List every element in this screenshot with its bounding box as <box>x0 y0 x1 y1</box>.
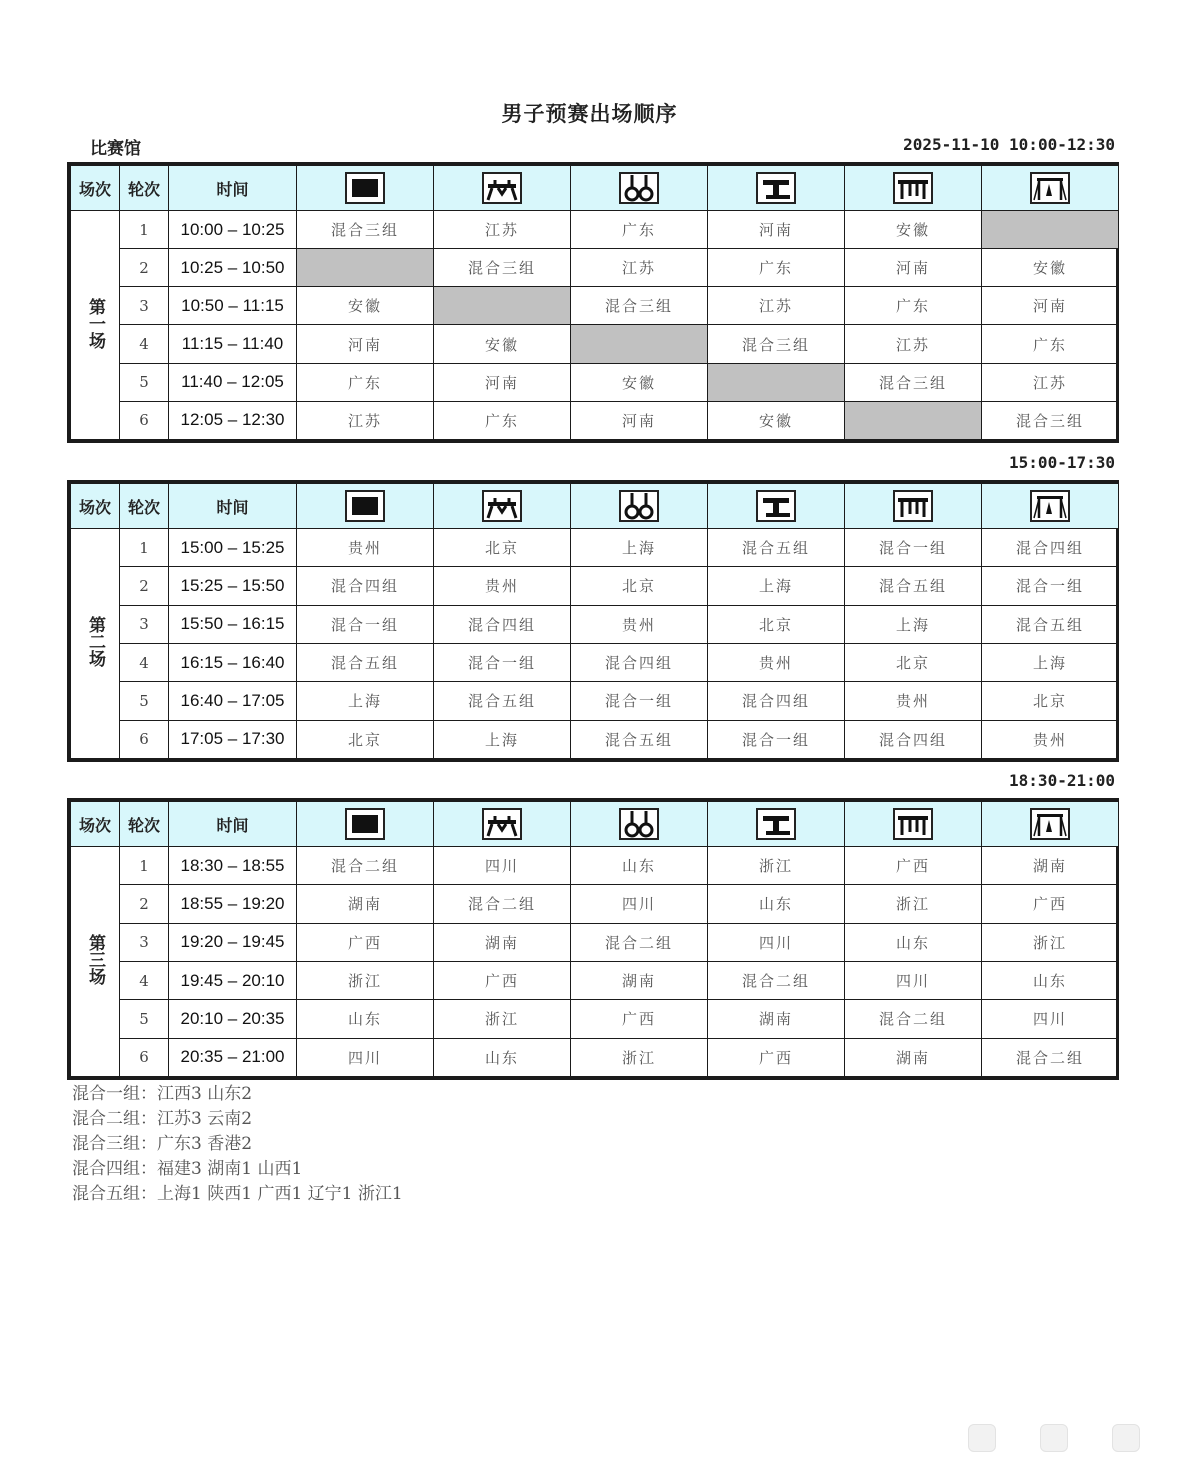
team-cell: 河南 <box>845 249 982 287</box>
team-cell: 混合三组 <box>982 401 1119 439</box>
table-row <box>71 961 1119 999</box>
round-cell: 5 <box>120 363 169 401</box>
round-cell: 6 <box>120 401 169 439</box>
table-row <box>71 363 1119 401</box>
team-cell: 山东 <box>434 1038 571 1076</box>
header-apparatus-2 <box>434 484 571 529</box>
team-cell: 混合三组 <box>845 363 982 401</box>
time-cell: 18:55 – 19:20 <box>169 885 297 923</box>
header-apparatus-1 <box>297 166 434 211</box>
team-cell: 浙江 <box>434 1000 571 1038</box>
table-row <box>71 529 1119 567</box>
table-row <box>71 287 1119 325</box>
time-cell: 12:05 – 12:30 <box>169 401 297 439</box>
table-row <box>71 847 1119 885</box>
table-row <box>71 401 1119 439</box>
round-cell: 2 <box>120 885 169 923</box>
team-cell: 山东 <box>297 1000 434 1038</box>
time-cell: 10:25 – 10:50 <box>169 249 297 287</box>
team-cell: 浙江 <box>708 847 845 885</box>
header-apparatus-5 <box>845 802 982 847</box>
team-cell: 混合一组 <box>571 682 708 720</box>
team-cell: 湖南 <box>845 1038 982 1076</box>
team-cell: 混合四组 <box>845 720 982 758</box>
session-table-1 <box>67 162 1119 443</box>
team-cell: 北京 <box>297 720 434 758</box>
header-apparatus-4 <box>708 166 845 211</box>
header-apparatus-3 <box>571 166 708 211</box>
team-cell: 混合五组 <box>434 682 571 720</box>
team-cell: 北京 <box>845 643 982 681</box>
time-cell: 16:40 – 17:05 <box>169 682 297 720</box>
table-row <box>71 923 1119 961</box>
session-3-time-range: 18:30-21:00 <box>1009 771 1115 790</box>
more-icon[interactable] <box>1112 1424 1140 1452</box>
team-cell: 混合三组 <box>434 249 571 287</box>
team-cell: 混合一组 <box>845 529 982 567</box>
time-cell: 15:50 – 16:15 <box>169 605 297 643</box>
round-cell: 1 <box>120 847 169 885</box>
table-row <box>71 643 1119 681</box>
legend-line: 混合五组：上海1 陕西1 广西1 辽宁1 浙江1 <box>72 1184 403 1204</box>
time-cell: 19:20 – 19:45 <box>169 923 297 961</box>
still-rings-icon <box>571 808 707 840</box>
team-cell: 湖南 <box>434 923 571 961</box>
still-rings-icon <box>571 172 707 204</box>
team-cell: 四川 <box>708 923 845 961</box>
session-name: 第二场 <box>85 616 105 667</box>
header-round: 轮次 <box>120 802 169 847</box>
team-cell: 北京 <box>708 605 845 643</box>
legend-line: 混合三组：广东3 香港2 <box>72 1134 253 1154</box>
header-apparatus-3 <box>571 802 708 847</box>
team-cell: 上海 <box>982 643 1119 681</box>
team-cell: 广西 <box>434 961 571 999</box>
vault-icon <box>708 490 844 522</box>
team-cell: 混合五组 <box>297 643 434 681</box>
team-cell: 四川 <box>297 1038 434 1076</box>
team-cell: 广西 <box>982 885 1119 923</box>
team-cell: 贵州 <box>434 567 571 605</box>
session-name-cell <box>71 529 120 759</box>
round-cell: 2 <box>120 567 169 605</box>
time-cell: 11:40 – 12:05 <box>169 363 297 401</box>
team-cell: 北京 <box>434 529 571 567</box>
header-apparatus-5 <box>845 166 982 211</box>
legend-line: 混合一组：江西3 山东2 <box>72 1084 253 1104</box>
team-cell: 混合四组 <box>434 605 571 643</box>
session-name: 第一场 <box>85 297 105 349</box>
team-cell: 河南 <box>297 325 434 363</box>
time-cell: 15:25 – 15:50 <box>169 567 297 605</box>
team-cell: 混合五组 <box>571 720 708 758</box>
team-cell: 混合四组 <box>571 643 708 681</box>
team-cell: 混合三组 <box>708 325 845 363</box>
header-apparatus-6 <box>982 484 1119 529</box>
session-table-3 <box>67 798 1119 1080</box>
session-name: 第三场 <box>85 934 105 985</box>
table-row <box>71 605 1119 643</box>
table-row <box>71 885 1119 923</box>
team-cell: 混合五组 <box>982 605 1119 643</box>
team-cell: 江苏 <box>982 363 1119 401</box>
floor-exercise-icon <box>297 490 433 522</box>
horizontal-bar-icon <box>982 808 1118 840</box>
team-cell: 四川 <box>845 961 982 999</box>
header-row <box>71 484 1119 529</box>
team-cell: 贵州 <box>708 643 845 681</box>
team-cell: 江苏 <box>845 325 982 363</box>
team-cell: 混合二组 <box>571 923 708 961</box>
header-time: 时间 <box>169 484 297 529</box>
team-cell: 混合二组 <box>845 1000 982 1038</box>
header-time: 时间 <box>169 166 297 211</box>
round-cell: 4 <box>120 325 169 363</box>
round-cell: 6 <box>120 1038 169 1076</box>
team-cell: 河南 <box>571 401 708 439</box>
session-1-datetime: 2025-11-10 10:00-12:30 <box>903 135 1115 154</box>
team-cell: 湖南 <box>297 885 434 923</box>
header-session: 场次 <box>71 802 120 847</box>
team-cell: 广东 <box>297 363 434 401</box>
table-row <box>71 720 1119 758</box>
table-row <box>71 325 1119 363</box>
team-cell: 混合五组 <box>708 529 845 567</box>
team-cell: 浙江 <box>571 1038 708 1076</box>
table-row <box>71 567 1119 605</box>
page-title: 男子预赛出场顺序 <box>501 102 678 126</box>
team-cell: 混合三组 <box>297 211 434 249</box>
team-cell: 混合二组 <box>297 847 434 885</box>
team-cell: 安徽 <box>297 287 434 325</box>
team-cell: 四川 <box>982 1000 1119 1038</box>
team-cell: 河南 <box>434 363 571 401</box>
time-cell: 10:00 – 10:25 <box>169 211 297 249</box>
table-row <box>71 682 1119 720</box>
team-cell: 河南 <box>982 287 1119 325</box>
round-cell: 1 <box>120 529 169 567</box>
table-row <box>71 1038 1119 1076</box>
header-apparatus-6 <box>982 166 1119 211</box>
viewer-control-icon[interactable] <box>968 1424 996 1452</box>
team-cell: 山东 <box>708 885 845 923</box>
header-apparatus-2 <box>434 802 571 847</box>
session-name-cell <box>71 847 120 1077</box>
time-cell: 18:30 – 18:55 <box>169 847 297 885</box>
header-session: 场次 <box>71 166 120 211</box>
header-apparatus-3 <box>571 484 708 529</box>
team-cell: 广西 <box>708 1038 845 1076</box>
team-cell: 混合一组 <box>982 567 1119 605</box>
still-rings-icon <box>571 490 707 522</box>
header-row <box>71 802 1119 847</box>
round-cell: 3 <box>120 923 169 961</box>
team-cell: 安徽 <box>982 249 1119 287</box>
round-cell: 6 <box>120 720 169 758</box>
team-cell: 贵州 <box>571 605 708 643</box>
team-cell: 混合一组 <box>434 643 571 681</box>
session-2-time-range: 15:00-17:30 <box>1009 453 1115 472</box>
header-apparatus-4 <box>708 484 845 529</box>
team-cell: 江苏 <box>434 211 571 249</box>
table-row <box>71 1000 1119 1038</box>
team-cell: 河南 <box>708 211 845 249</box>
team-cell: 北京 <box>982 682 1119 720</box>
horizontal-bar-icon <box>982 490 1118 522</box>
vault-icon <box>708 172 844 204</box>
round-cell: 1 <box>120 211 169 249</box>
team-cell: 浙江 <box>297 961 434 999</box>
horizontal-bar-icon <box>982 172 1118 204</box>
team-cell: 混合二组 <box>708 961 845 999</box>
time-cell: 11:15 – 11:40 <box>169 325 297 363</box>
header-apparatus-4 <box>708 802 845 847</box>
team-cell: 混合四组 <box>708 682 845 720</box>
rest-cell <box>297 249 434 287</box>
team-cell: 上海 <box>571 529 708 567</box>
team-cell: 广东 <box>571 211 708 249</box>
team-cell: 安徽 <box>845 211 982 249</box>
team-cell: 山东 <box>982 961 1119 999</box>
team-cell: 上海 <box>297 682 434 720</box>
team-cell: 广西 <box>571 1000 708 1038</box>
team-cell: 安徽 <box>571 363 708 401</box>
venue-label: 比赛馆 <box>90 139 141 159</box>
team-cell: 浙江 <box>982 923 1119 961</box>
header-apparatus-1 <box>297 484 434 529</box>
team-cell: 混合四组 <box>982 529 1119 567</box>
vault-icon <box>708 808 844 840</box>
time-cell: 19:45 – 20:10 <box>169 961 297 999</box>
team-cell: 北京 <box>571 567 708 605</box>
round-cell: 2 <box>120 249 169 287</box>
team-cell: 江苏 <box>708 287 845 325</box>
round-cell: 5 <box>120 682 169 720</box>
time-cell: 15:00 – 15:25 <box>169 529 297 567</box>
team-cell: 广东 <box>845 287 982 325</box>
round-cell: 4 <box>120 643 169 681</box>
team-cell: 湖南 <box>982 847 1119 885</box>
team-cell: 安徽 <box>708 401 845 439</box>
team-cell: 上海 <box>845 605 982 643</box>
header-apparatus-5 <box>845 484 982 529</box>
team-cell: 混合一组 <box>297 605 434 643</box>
pommel-horse-icon <box>434 490 570 522</box>
table-row <box>71 249 1119 287</box>
pommel-horse-icon <box>434 172 570 204</box>
team-cell: 贵州 <box>297 529 434 567</box>
rest-cell <box>434 287 571 325</box>
team-cell: 混合二组 <box>434 885 571 923</box>
round-cell: 5 <box>120 1000 169 1038</box>
team-cell: 四川 <box>571 885 708 923</box>
time-cell: 17:05 – 17:30 <box>169 720 297 758</box>
team-cell: 广东 <box>982 325 1119 363</box>
parallel-bars-icon <box>845 490 981 522</box>
header-session: 场次 <box>71 484 120 529</box>
legend-line: 混合二组：江苏3 云南2 <box>72 1109 253 1129</box>
team-cell: 混合五组 <box>845 567 982 605</box>
team-cell: 混合三组 <box>571 287 708 325</box>
session-table-2 <box>67 480 1119 762</box>
team-cell: 湖南 <box>708 1000 845 1038</box>
team-cell: 贵州 <box>845 682 982 720</box>
team-cell: 安徽 <box>434 325 571 363</box>
team-cell: 山东 <box>845 923 982 961</box>
team-cell: 广西 <box>297 923 434 961</box>
time-cell: 20:10 – 20:35 <box>169 1000 297 1038</box>
mixed-group-legend <box>72 1082 403 1207</box>
viewer-control-icon[interactable] <box>1040 1424 1068 1452</box>
header-apparatus-6 <box>982 802 1119 847</box>
team-cell: 混合四组 <box>297 567 434 605</box>
header-apparatus-1 <box>297 802 434 847</box>
team-cell: 浙江 <box>845 885 982 923</box>
rest-cell <box>571 325 708 363</box>
team-cell: 广东 <box>708 249 845 287</box>
round-cell: 3 <box>120 287 169 325</box>
team-cell: 混合一组 <box>708 720 845 758</box>
header-time: 时间 <box>169 802 297 847</box>
floor-exercise-icon <box>297 808 433 840</box>
legend-line: 混合四组：福建3 湖南1 山西1 <box>72 1159 303 1179</box>
team-cell: 上海 <box>434 720 571 758</box>
rest-cell <box>982 211 1119 249</box>
time-cell: 20:35 – 21:00 <box>169 1038 297 1076</box>
team-cell: 广西 <box>845 847 982 885</box>
parallel-bars-icon <box>845 172 981 204</box>
team-cell: 江苏 <box>297 401 434 439</box>
header-round: 轮次 <box>120 484 169 529</box>
parallel-bars-icon <box>845 808 981 840</box>
table-row <box>71 211 1119 249</box>
team-cell: 江苏 <box>571 249 708 287</box>
rest-cell <box>708 363 845 401</box>
floor-exercise-icon <box>297 172 433 204</box>
team-cell: 混合二组 <box>982 1038 1119 1076</box>
pommel-horse-icon <box>434 808 570 840</box>
rest-cell <box>845 401 982 439</box>
round-cell: 3 <box>120 605 169 643</box>
time-cell: 10:50 – 11:15 <box>169 287 297 325</box>
team-cell: 贵州 <box>982 720 1119 758</box>
time-cell: 16:15 – 16:40 <box>169 643 297 681</box>
round-cell: 4 <box>120 961 169 999</box>
header-apparatus-2 <box>434 166 571 211</box>
team-cell: 山东 <box>571 847 708 885</box>
session-name-cell <box>71 211 120 440</box>
team-cell: 四川 <box>434 847 571 885</box>
header-row <box>71 166 1119 211</box>
header-round: 轮次 <box>120 166 169 211</box>
team-cell: 上海 <box>708 567 845 605</box>
team-cell: 广东 <box>434 401 571 439</box>
team-cell: 湖南 <box>571 961 708 999</box>
